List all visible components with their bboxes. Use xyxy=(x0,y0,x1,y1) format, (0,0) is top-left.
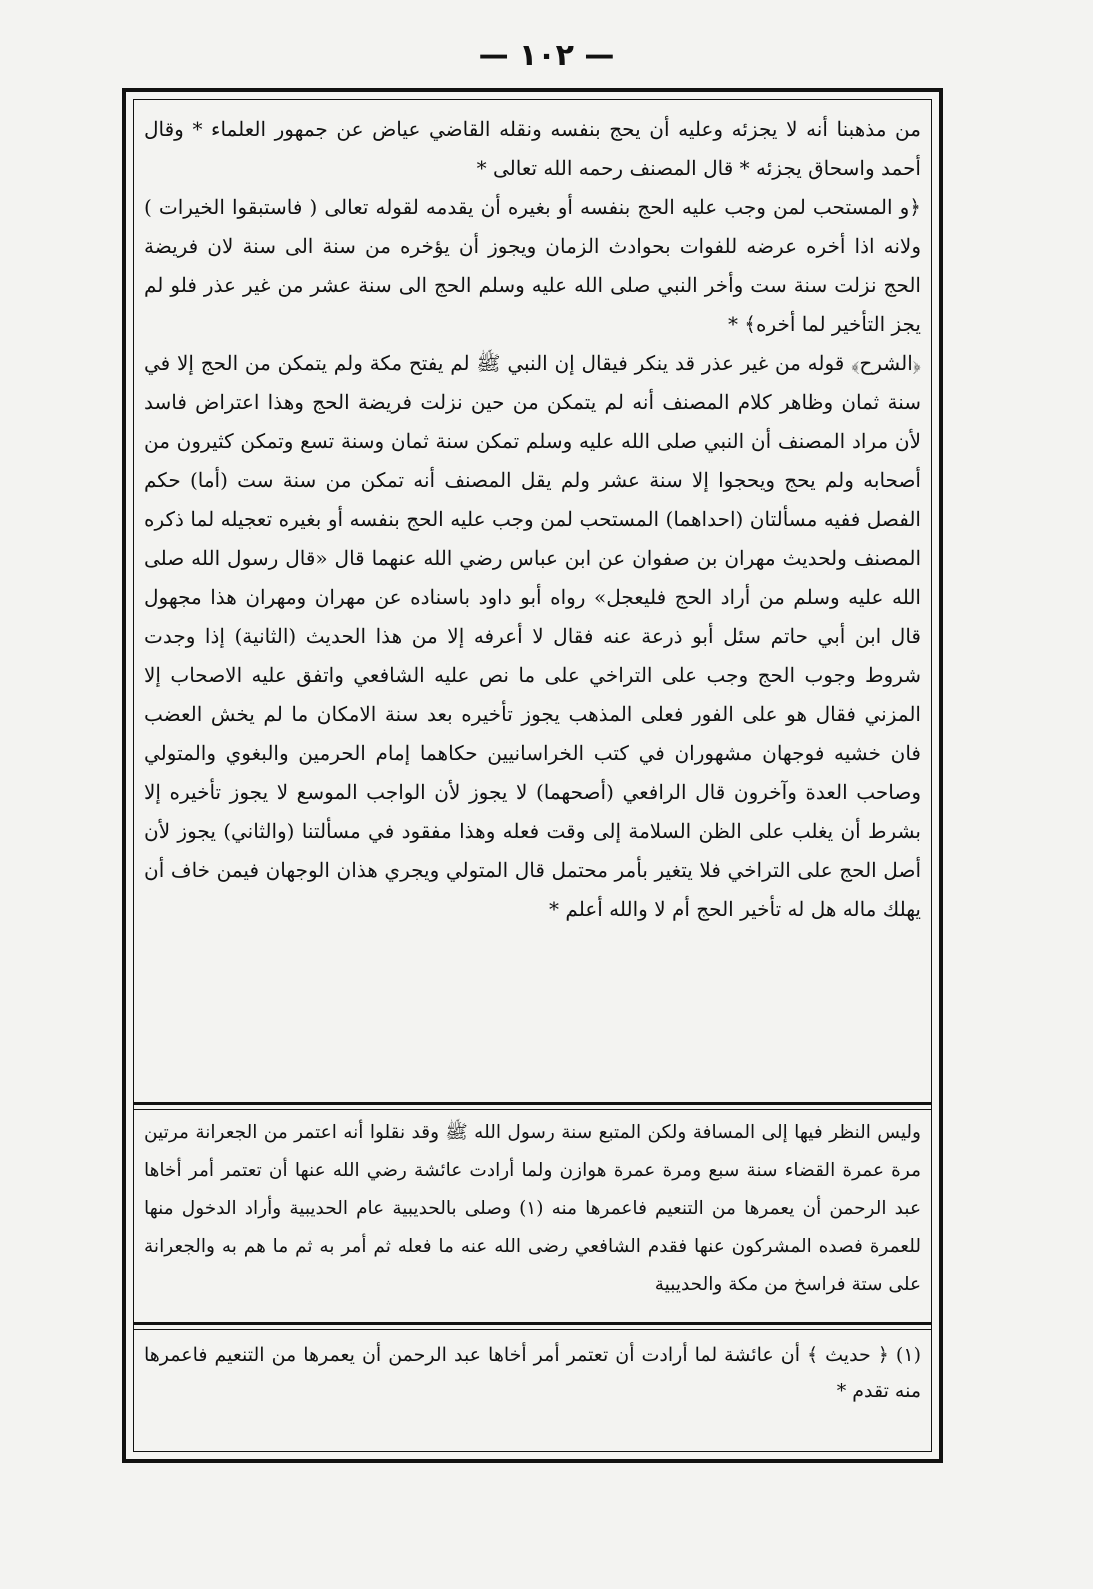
main-paragraph: ﴿الشرح﴾ قوله من غير عذر قد ينكر فيقال إن النبي ﷺ لم يفتح مكة ولم يتمكن من الحج إلا في سنة ثمان وظاهر كلام المصنف أنه لم يتمكن من حين نزلت فريضة الحج وهذا اعتراض فاسد لأن مراد المصنف أن النبي صلى الله عليه وسلم تمكن سنة ثمان وسنة تسع وتمكن كثيرون من أصحابه ولم يحج ويحجوا إلا سنة عشر ولم يقل المصنف أنه تمكن من سنة ست (أما) حكم الفصل ففيه مسألتان (احداهما) المستحب لمن وجب عليه الحج بنفسه أو بغيره تعجيله لما ذكره المصنف ولحديث مهران بن صفوان عن ابن عباس رضي الله عنهما قال «قال رسول الله صلى الله عليه وسلم من أراد الحج فليعجل» رواه أبو داود باسناده عن مهران ومهران هذا مجهول قال ابن أبي حاتم سئل أبو ذرعة عنه فقال لا أعرفه إلا من هذا الحديث (الثانية) إذا وجدت شروط وجوب الحج وجب على التراخي على ما نص عليه الشافعي واتفق عليه الاصحاب إلا المزني فقال هو على الفور فعلى المذهب يجوز تأخيره بعد سنة الامكان ما لم يخش العضب فان خشيه فوجهان مشهوران في كتب الخراسانيين حكاهما إمام الحرمين والبغوي والمتولي وصاحب العدة وآخرون قال الرافعي (أصحهما) لا يجوز لأن الواجب الموسع لا يجوز تأخيره إلا بشرط أن يغلب على الظن السلامة إلى وقت فعله وهذا مفقود في مسألتنا (والثاني) يجوز لأن أصل الحج على التراخي فلا يتغير بأمر محتمل قال المتولي ويجري هذان الوجهان فيمن خاف أن يهلك ماله هل له تأخير الحج أم لا والله أعلم * xyxy=(144,351,921,921)
supplement-text xyxy=(144,1114,921,1304)
footnote-divider xyxy=(134,1329,931,1330)
supplement-paragraph: وليس النظر فيها إلى المسافة ولكن المتبع سنة رسول الله ﷺ وقد نقلوا أنه اعتمر من الجعرانة مرتين مرة عمرة القضاء سنة سبع ومرة عمرة هوازن ولما أرادت عائشة رضي الله عنها أن تعتمر أمر أخاها عبد الرحمن أن يعمرها من التنعيم فاعمرها منه (١) وصلى بالحديبية عام الحديبية وأراد الدخول منها للعمرة فصده المشركون عنها فقدم الشافعي رضى الله عنه ما فعله ثم أمر به ثم ما هم به والجعرانة على ستة فراسخ من مكة والحديبية xyxy=(144,1122,921,1295)
section-divider xyxy=(134,1102,931,1105)
footnote-divider xyxy=(134,1322,931,1325)
main-paragraph: من مذهبنا أنه لا يجزئه وعليه أن يحج بنفسه ونقله القاضي عياض عن جمهور العلماء * وقال أحمد واسحاق يجزئه * قال المصنف رحمه الله تعالى * xyxy=(144,117,921,180)
page-frame xyxy=(122,88,943,1463)
main-text xyxy=(144,110,921,929)
section-divider xyxy=(134,1109,931,1110)
footnote xyxy=(144,1337,921,1409)
main-paragraph: ﴿و المستحب لمن وجب عليه الحج بنفسه أو بغيره أن يقدمه لقوله تعالى ( فاستبقوا الخيرات ) ولانه اذا أخره عرضه للفوات بحوادث الزمان ويجوز أن يؤخره من سنة الى سنة لان فريضة الحج نزلت سنة ست وأخر النبي صلى الله عليه وسلم الحج الى سنة عشر من غير عذر فلو لم يجز التأخير لما أخره﴾ * xyxy=(144,195,921,336)
footnote-paragraph: (١) ﴿ حديث ﴾ أن عائشة لما أرادت أن تعتمر أمر أخاها عبد الرحمن أن يعمرها من التنعيم فاعمرها منه تقدم * xyxy=(144,1344,921,1402)
page-number: — ١٠٢ — xyxy=(478,38,615,73)
